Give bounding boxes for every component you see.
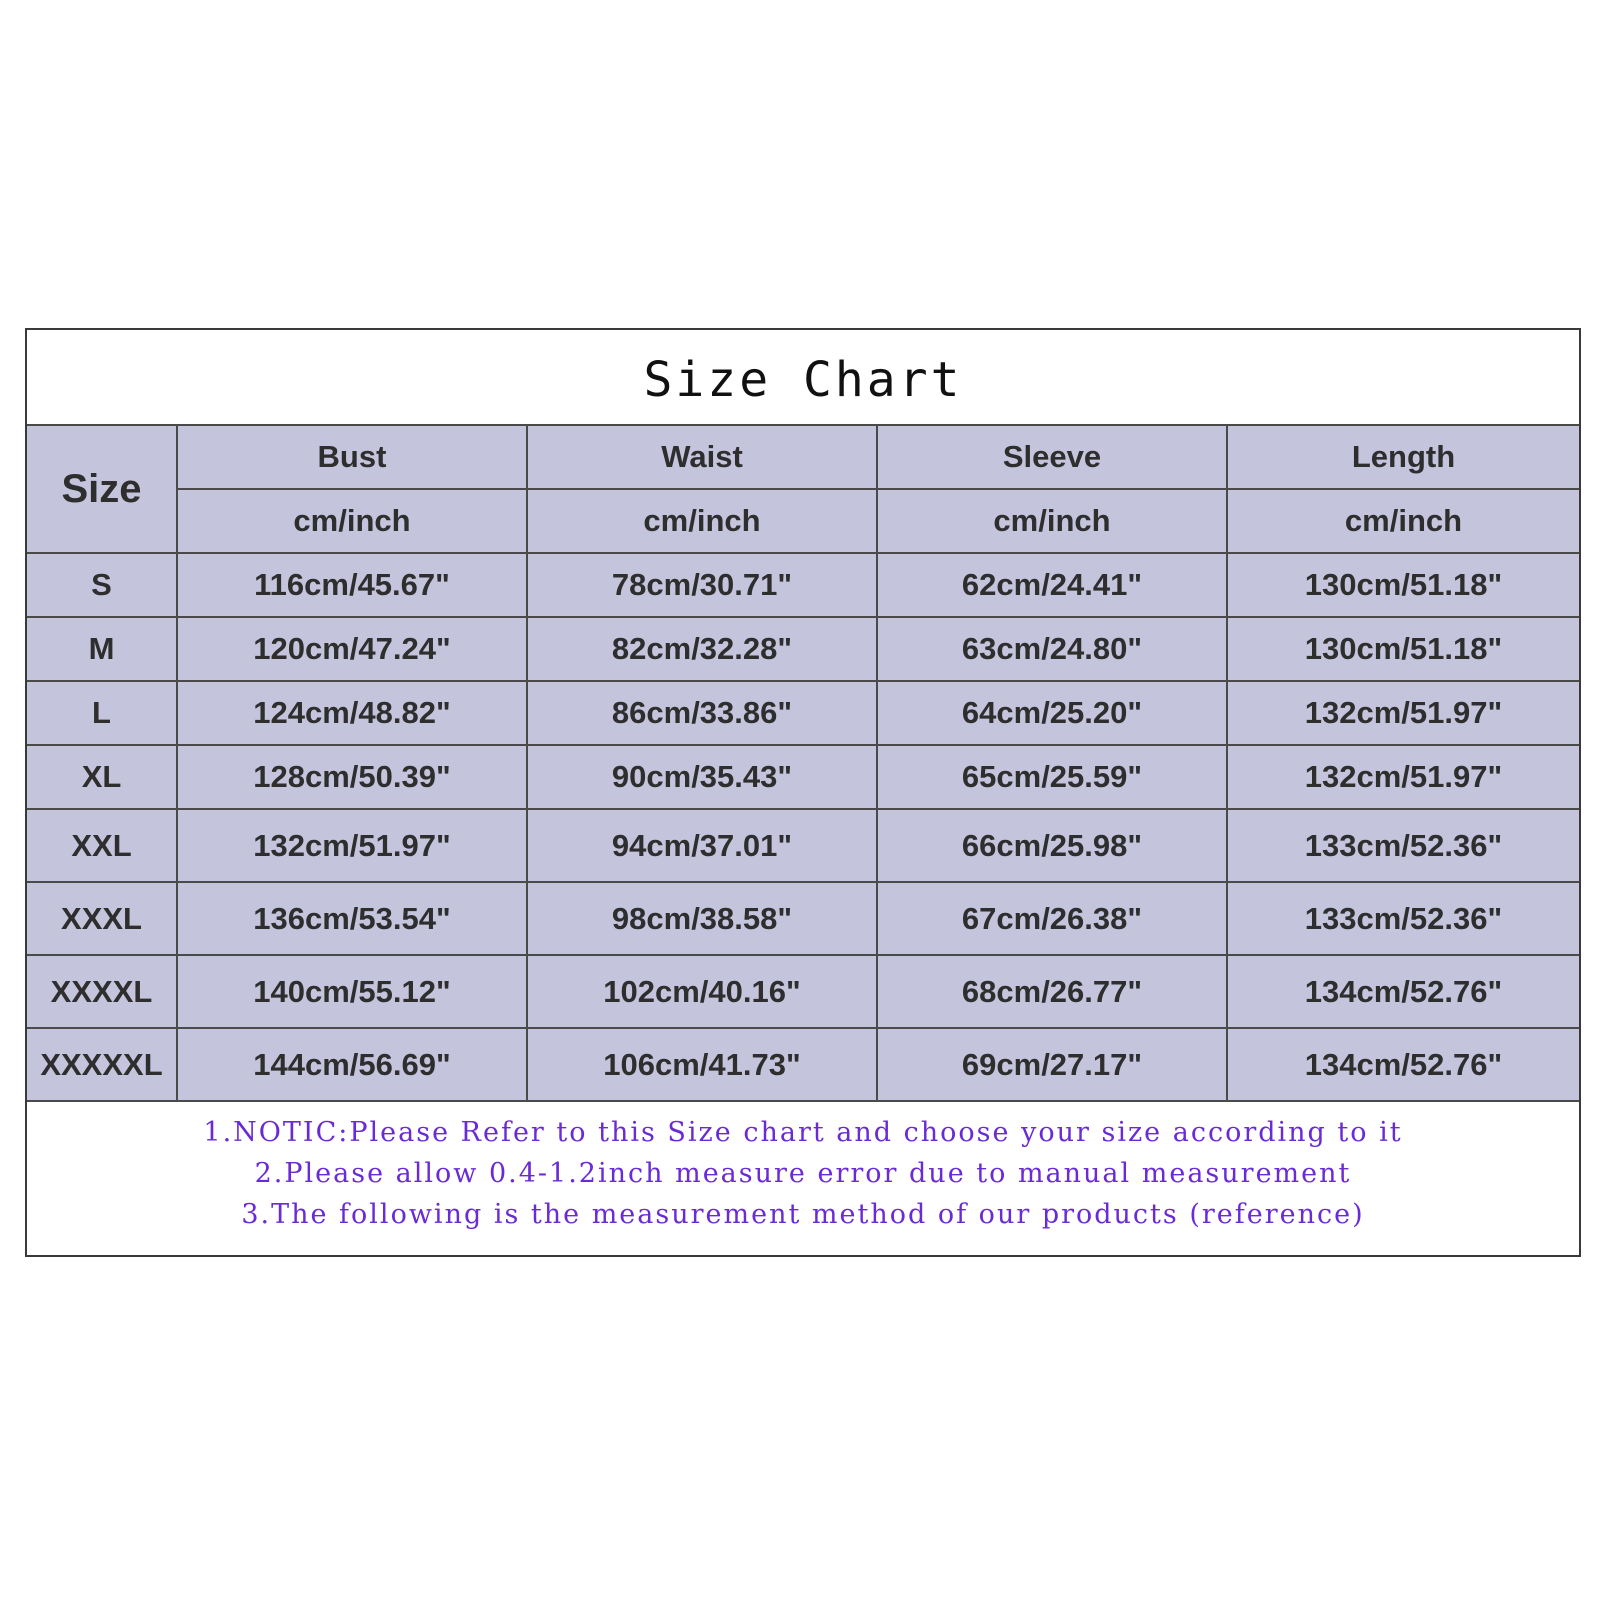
waist-unit: cm/inch xyxy=(527,489,877,553)
size-cell: XXL xyxy=(27,809,177,882)
length-cell: 130cm/51.18" xyxy=(1227,553,1579,617)
table-row xyxy=(27,1028,1579,1101)
waist-cell: 82cm/32.28" xyxy=(527,617,877,681)
sleeve-cell: 68cm/26.77" xyxy=(877,955,1227,1028)
length-cell: 134cm/52.76" xyxy=(1227,955,1579,1028)
waist-cell: 98cm/38.58" xyxy=(527,882,877,955)
bust-cell: 124cm/48.82" xyxy=(177,681,527,745)
waist-column-header: Waist xyxy=(527,425,877,489)
sleeve-unit: cm/inch xyxy=(877,489,1227,553)
size-chart xyxy=(25,328,1581,1257)
bust-unit: cm/inch xyxy=(177,489,527,553)
table-row xyxy=(27,617,1579,681)
table-header-row xyxy=(27,425,1579,489)
size-cell: L xyxy=(27,681,177,745)
chart-title: Size Chart xyxy=(643,352,963,408)
length-cell: 132cm/51.97" xyxy=(1227,745,1579,809)
sleeve-cell: 64cm/25.20" xyxy=(877,681,1227,745)
size-cell: S xyxy=(27,553,177,617)
table-row xyxy=(27,553,1579,617)
length-cell: 133cm/52.36" xyxy=(1227,809,1579,882)
size-cell: XXXL xyxy=(27,882,177,955)
table-row xyxy=(27,882,1579,955)
bust-cell: 116cm/45.67" xyxy=(177,553,527,617)
length-column-header: Length xyxy=(1227,425,1579,489)
length-unit: cm/inch xyxy=(1227,489,1579,553)
waist-cell: 90cm/35.43" xyxy=(527,745,877,809)
note-line: 2.Please allow 0.4-1.2inch measure error due to manual measurement xyxy=(254,1158,1352,1189)
sleeve-cell: 63cm/24.80" xyxy=(877,617,1227,681)
table-body xyxy=(27,553,1579,1101)
bust-column-header: Bust xyxy=(177,425,527,489)
table-unit-row xyxy=(27,489,1579,553)
table-row xyxy=(27,955,1579,1028)
table-row xyxy=(27,809,1579,882)
sleeve-cell: 62cm/24.41" xyxy=(877,553,1227,617)
size-cell: XL xyxy=(27,745,177,809)
sleeve-cell: 65cm/25.59" xyxy=(877,745,1227,809)
size-cell: XXXXXL xyxy=(27,1028,177,1101)
table-row xyxy=(27,681,1579,745)
length-cell: 133cm/52.36" xyxy=(1227,882,1579,955)
length-cell: 132cm/51.97" xyxy=(1227,681,1579,745)
length-cell: 134cm/52.76" xyxy=(1227,1028,1579,1101)
note-line: 3.The following is the measurement method of our products (reference) xyxy=(241,1199,1365,1230)
waist-cell: 78cm/30.71" xyxy=(527,553,877,617)
size-column-header: Size xyxy=(27,425,177,553)
length-cell: 130cm/51.18" xyxy=(1227,617,1579,681)
waist-cell: 86cm/33.86" xyxy=(527,681,877,745)
sleeve-cell: 67cm/26.38" xyxy=(877,882,1227,955)
size-table xyxy=(27,424,1579,1102)
table-row xyxy=(27,745,1579,809)
size-cell: M xyxy=(27,617,177,681)
waist-cell: 102cm/40.16" xyxy=(527,955,877,1028)
bust-cell: 120cm/47.24" xyxy=(177,617,527,681)
note-line: 1.NOTIC:Please Refer to this Size chart and choose your size according to it xyxy=(203,1117,1403,1148)
waist-cell: 94cm/37.01" xyxy=(527,809,877,882)
sleeve-column-header: Sleeve xyxy=(877,425,1227,489)
size-cell: XXXXL xyxy=(27,955,177,1028)
bust-cell: 128cm/50.39" xyxy=(177,745,527,809)
bust-cell: 140cm/55.12" xyxy=(177,955,527,1028)
bust-cell: 144cm/56.69" xyxy=(177,1028,527,1101)
bust-cell: 136cm/53.54" xyxy=(177,882,527,955)
waist-cell: 106cm/41.73" xyxy=(527,1028,877,1101)
sleeve-cell: 69cm/27.17" xyxy=(877,1028,1227,1101)
bust-cell: 132cm/51.97" xyxy=(177,809,527,882)
sleeve-cell: 66cm/25.98" xyxy=(877,809,1227,882)
notes xyxy=(27,1106,1579,1235)
